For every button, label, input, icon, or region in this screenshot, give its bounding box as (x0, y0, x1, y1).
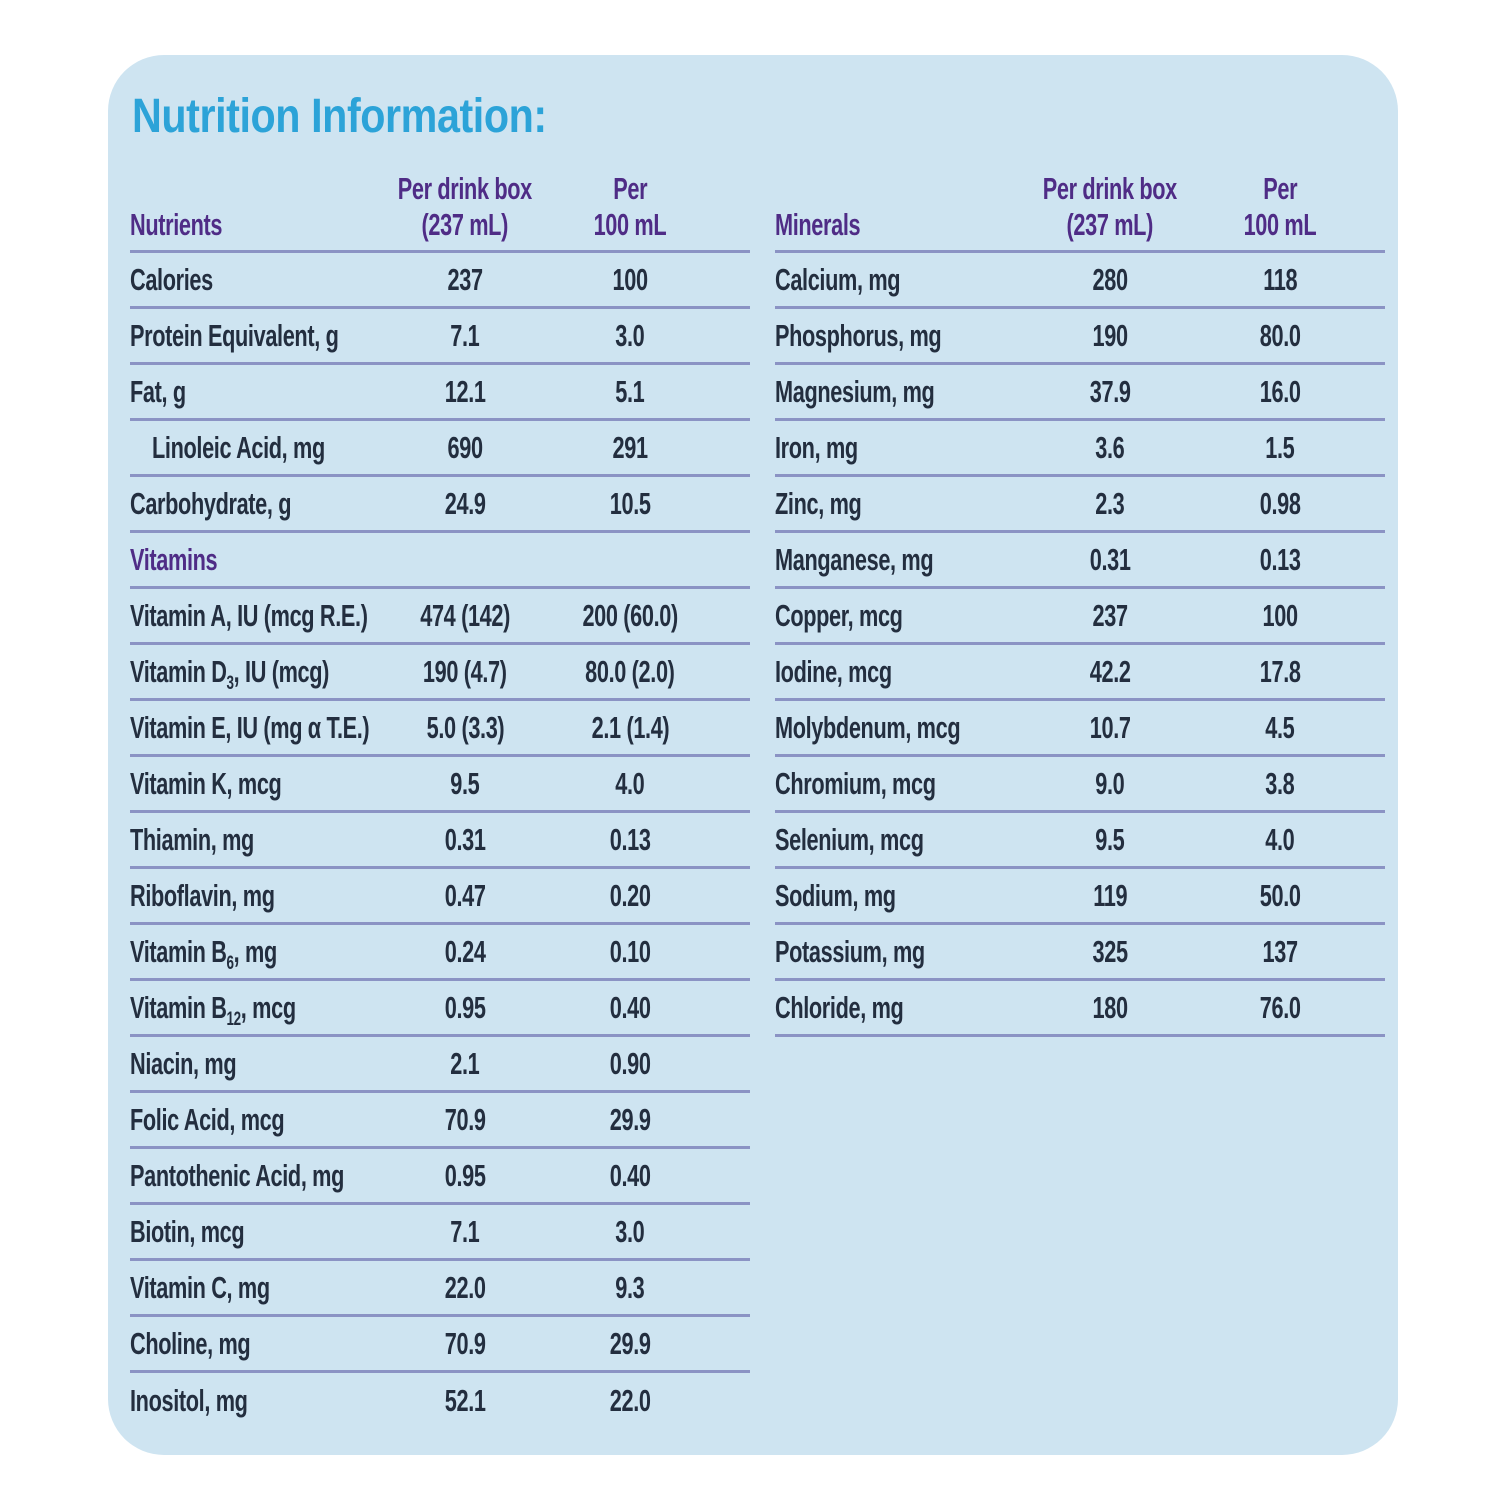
per-100ml-value: 22.0 (609, 1383, 651, 1418)
table-row (130, 309, 750, 365)
per-drink-box-value: 42.2 (1089, 653, 1131, 689)
column-header-nutrients: Nutrients (130, 207, 223, 242)
section-label: Vitamins (130, 541, 218, 577)
nutrient-label: Vitamin C, mg (130, 1269, 270, 1305)
column-header-per-100ml: Per 100 mL (593, 171, 667, 242)
table-row (775, 813, 1385, 869)
table-row (130, 1317, 750, 1373)
per-drink-box-value: 0.95 (444, 1157, 486, 1193)
nutrient-label: Protein Equivalent, g (130, 317, 339, 353)
table-row (775, 253, 1385, 309)
nutrient-label: Biotin, mcg (130, 1213, 245, 1249)
minerals-table-header (775, 155, 1385, 253)
per-100ml-value: 1.5 (1265, 429, 1295, 465)
per-drink-box-value: 7.1 (450, 1213, 480, 1249)
nutrient-label: Iodine, mcg (775, 653, 892, 689)
per-100ml-value: 0.13 (609, 821, 651, 857)
per-100ml-value: 10.5 (609, 485, 651, 521)
nutrient-label: Inositol, mg (130, 1383, 248, 1418)
per-drink-box-value: 0.95 (444, 989, 486, 1025)
per-100ml-value: 0.90 (609, 1045, 651, 1081)
table-row (775, 421, 1385, 477)
table-row (130, 757, 750, 813)
per-100ml-value: 80.0 (1259, 317, 1301, 353)
per-drink-box-value: 2.1 (450, 1045, 480, 1081)
per-drink-box-value: 180 (1092, 989, 1128, 1025)
table-row (775, 757, 1385, 813)
nutrients-table-body (130, 253, 750, 1429)
per-drink-box-value: 9.0 (1095, 765, 1125, 801)
minerals-table (775, 155, 1385, 1037)
column-header-per-drink-box: Per drink box (237 mL) (1042, 171, 1178, 242)
column-header-per-drink-box: Per drink box (237 mL) (397, 171, 533, 242)
page-title-text: Nutrition Information: (132, 90, 547, 143)
per-100ml-value: 3.0 (615, 317, 645, 353)
column-header-minerals: Minerals (775, 207, 861, 242)
per-drink-box-value: 10.7 (1089, 709, 1131, 745)
per-100ml-value: 0.20 (609, 877, 651, 913)
nutrient-label: Fat, g (130, 373, 186, 409)
table-row (130, 1205, 750, 1261)
per-drink-box-value: 190 (1092, 317, 1128, 353)
nutrient-label: Chromium, mcg (775, 765, 936, 801)
nutrient-label: Sodium, mg (775, 877, 896, 913)
table-row (130, 981, 750, 1037)
nutrients-table-header (130, 155, 750, 253)
nutrient-label: Niacin, mg (130, 1045, 237, 1081)
per-drink-box-value: 280 (1092, 261, 1128, 297)
per-drink-box-value: 237 (1092, 597, 1128, 633)
table-row (130, 1373, 750, 1429)
nutrient-label: Vitamin $B_{12}$, mcg (130, 989, 296, 1030)
per-100ml-value: 50.0 (1259, 877, 1301, 913)
nutrient-label: Calcium, mg (775, 261, 901, 297)
nutrient-label: Potassium, mg (775, 933, 925, 969)
table-row (130, 253, 750, 309)
per-drink-box-value: 24.9 (444, 485, 486, 521)
per-100ml-value: 80.0 (2.0) (585, 653, 675, 689)
per-drink-box-value: 52.1 (444, 1383, 486, 1418)
page-title (132, 89, 614, 144)
nutrient-label: Chloride, mg (775, 989, 904, 1025)
per-drink-box-value: 0.24 (444, 933, 486, 969)
nutrient-label: Carbohydrate, g (130, 485, 292, 521)
per-100ml-value: 3.0 (615, 1213, 645, 1249)
table-row (775, 645, 1385, 701)
per-100ml-value: 5.1 (615, 373, 645, 409)
table-row (775, 925, 1385, 981)
per-100ml-value: 4.0 (1265, 821, 1295, 857)
nutrient-label: Vitamin E, IU (mg α T.E.) (130, 709, 370, 745)
nutrient-label: Vitamin $B_6$, mg (130, 933, 277, 974)
per-drink-box-value: 690 (447, 429, 483, 465)
nutrient-label: Zinc, mg (775, 485, 862, 521)
per-drink-box-value: 37.9 (1089, 373, 1131, 409)
nutrient-label: Calories (130, 261, 213, 297)
per-100ml-value: 0.10 (609, 933, 651, 969)
per-drink-box-value: 70.9 (444, 1101, 486, 1137)
per-100ml-value: 4.0 (615, 765, 645, 801)
per-drink-box-value: 2.3 (1095, 485, 1125, 521)
table-row (130, 1037, 750, 1093)
per-drink-box-value: 9.5 (450, 765, 480, 801)
per-100ml-value: 2.1 (1.4) (591, 709, 669, 745)
per-100ml-value: 17.8 (1259, 653, 1301, 689)
per-drink-box-value: 0.31 (1089, 541, 1131, 577)
nutrient-label: Vitamin $D_3$, IU (mcg) (130, 653, 330, 694)
per-drink-box-value: 9.5 (1095, 821, 1125, 857)
per-drink-box-value: 474 (142) (420, 597, 510, 633)
nutrient-label: Copper, mcg (775, 597, 903, 633)
per-drink-box-value: 12.1 (444, 373, 486, 409)
per-drink-box-value: 0.47 (444, 877, 486, 913)
per-100ml-value: 137 (1262, 933, 1298, 969)
per-100ml-value: 100 (1262, 597, 1298, 633)
table-row (775, 533, 1385, 589)
per-drink-box-value: 70.9 (444, 1325, 486, 1361)
table-row (775, 701, 1385, 757)
nutrient-label: Linoleic Acid, mg (152, 429, 325, 465)
nutrient-label: Iron, mg (775, 429, 858, 465)
per-100ml-value: 76.0 (1259, 989, 1301, 1025)
nutrient-label: Vitamin A, IU (mcg R.E.) (130, 597, 368, 633)
per-100ml-value: 0.40 (609, 989, 651, 1025)
per-drink-box-value: 237 (447, 261, 483, 297)
table-row (775, 365, 1385, 421)
nutrient-label: Magnesium, mg (775, 373, 935, 409)
table-row (775, 589, 1385, 645)
per-drink-box-value: 0.31 (444, 821, 486, 857)
nutrient-label: Choline, mg (130, 1325, 251, 1361)
nutrient-label: Riboflavin, mg (130, 877, 275, 913)
table-row (775, 477, 1385, 533)
nutrient-label: Manganese, mg (775, 541, 934, 577)
nutrient-label: Pantothenic Acid, mg (130, 1157, 345, 1193)
per-drink-box-value: 119 (1093, 877, 1127, 913)
table-row (130, 1261, 750, 1317)
per-100ml-value: 4.5 (1265, 709, 1295, 745)
nutrient-label: Selenium, mcg (775, 821, 924, 857)
nutrient-label: Phosphorus, mg (775, 317, 942, 353)
per-drink-box-value: 325 (1092, 933, 1128, 969)
per-100ml-value: 29.9 (609, 1325, 651, 1361)
nutrient-label: Folic Acid, mcg (130, 1101, 285, 1137)
table-row (130, 869, 750, 925)
table-row (130, 645, 750, 701)
table-row (130, 421, 750, 477)
table-row (775, 981, 1385, 1037)
table-row (130, 1093, 750, 1149)
nutrient-label: Thiamin, mg (130, 821, 254, 857)
table-row (130, 365, 750, 421)
per-drink-box-value: 3.6 (1095, 429, 1125, 465)
table-row (130, 701, 750, 757)
table-row (775, 309, 1385, 365)
nutrient-label: Molybdenum, mcg (775, 709, 961, 745)
table-row (130, 813, 750, 869)
table-row (130, 477, 750, 533)
section-header-row (130, 533, 750, 589)
per-100ml-value: 0.40 (609, 1157, 651, 1193)
per-100ml-value: 0.98 (1259, 485, 1301, 521)
column-header-per-100ml: Per 100 mL (1243, 171, 1317, 242)
per-100ml-value: 29.9 (609, 1101, 651, 1137)
nutrient-label: Vitamin K, mcg (130, 765, 282, 801)
nutrition-card (108, 55, 1398, 1455)
table-row (130, 589, 750, 645)
table-row (130, 1149, 750, 1205)
per-100ml-value: 3.8 (1265, 765, 1295, 801)
per-100ml-value: 9.3 (615, 1269, 645, 1305)
table-row (775, 869, 1385, 925)
per-100ml-value: 16.0 (1259, 373, 1301, 409)
per-100ml-value: 100 (612, 261, 648, 297)
per-100ml-value: 291 (612, 429, 648, 465)
nutrients-table (130, 155, 750, 1429)
per-100ml-value: 118 (1263, 261, 1297, 297)
per-drink-box-value: 7.1 (450, 317, 480, 353)
per-drink-box-value: 190 (4.7) (423, 653, 507, 689)
per-100ml-value: 200 (60.0) (582, 597, 678, 633)
per-drink-box-value: 5.0 (3.3) (426, 709, 504, 745)
minerals-table-body (775, 253, 1385, 1037)
table-row (130, 925, 750, 981)
per-100ml-value: 0.13 (1259, 541, 1301, 577)
per-drink-box-value: 22.0 (444, 1269, 486, 1305)
